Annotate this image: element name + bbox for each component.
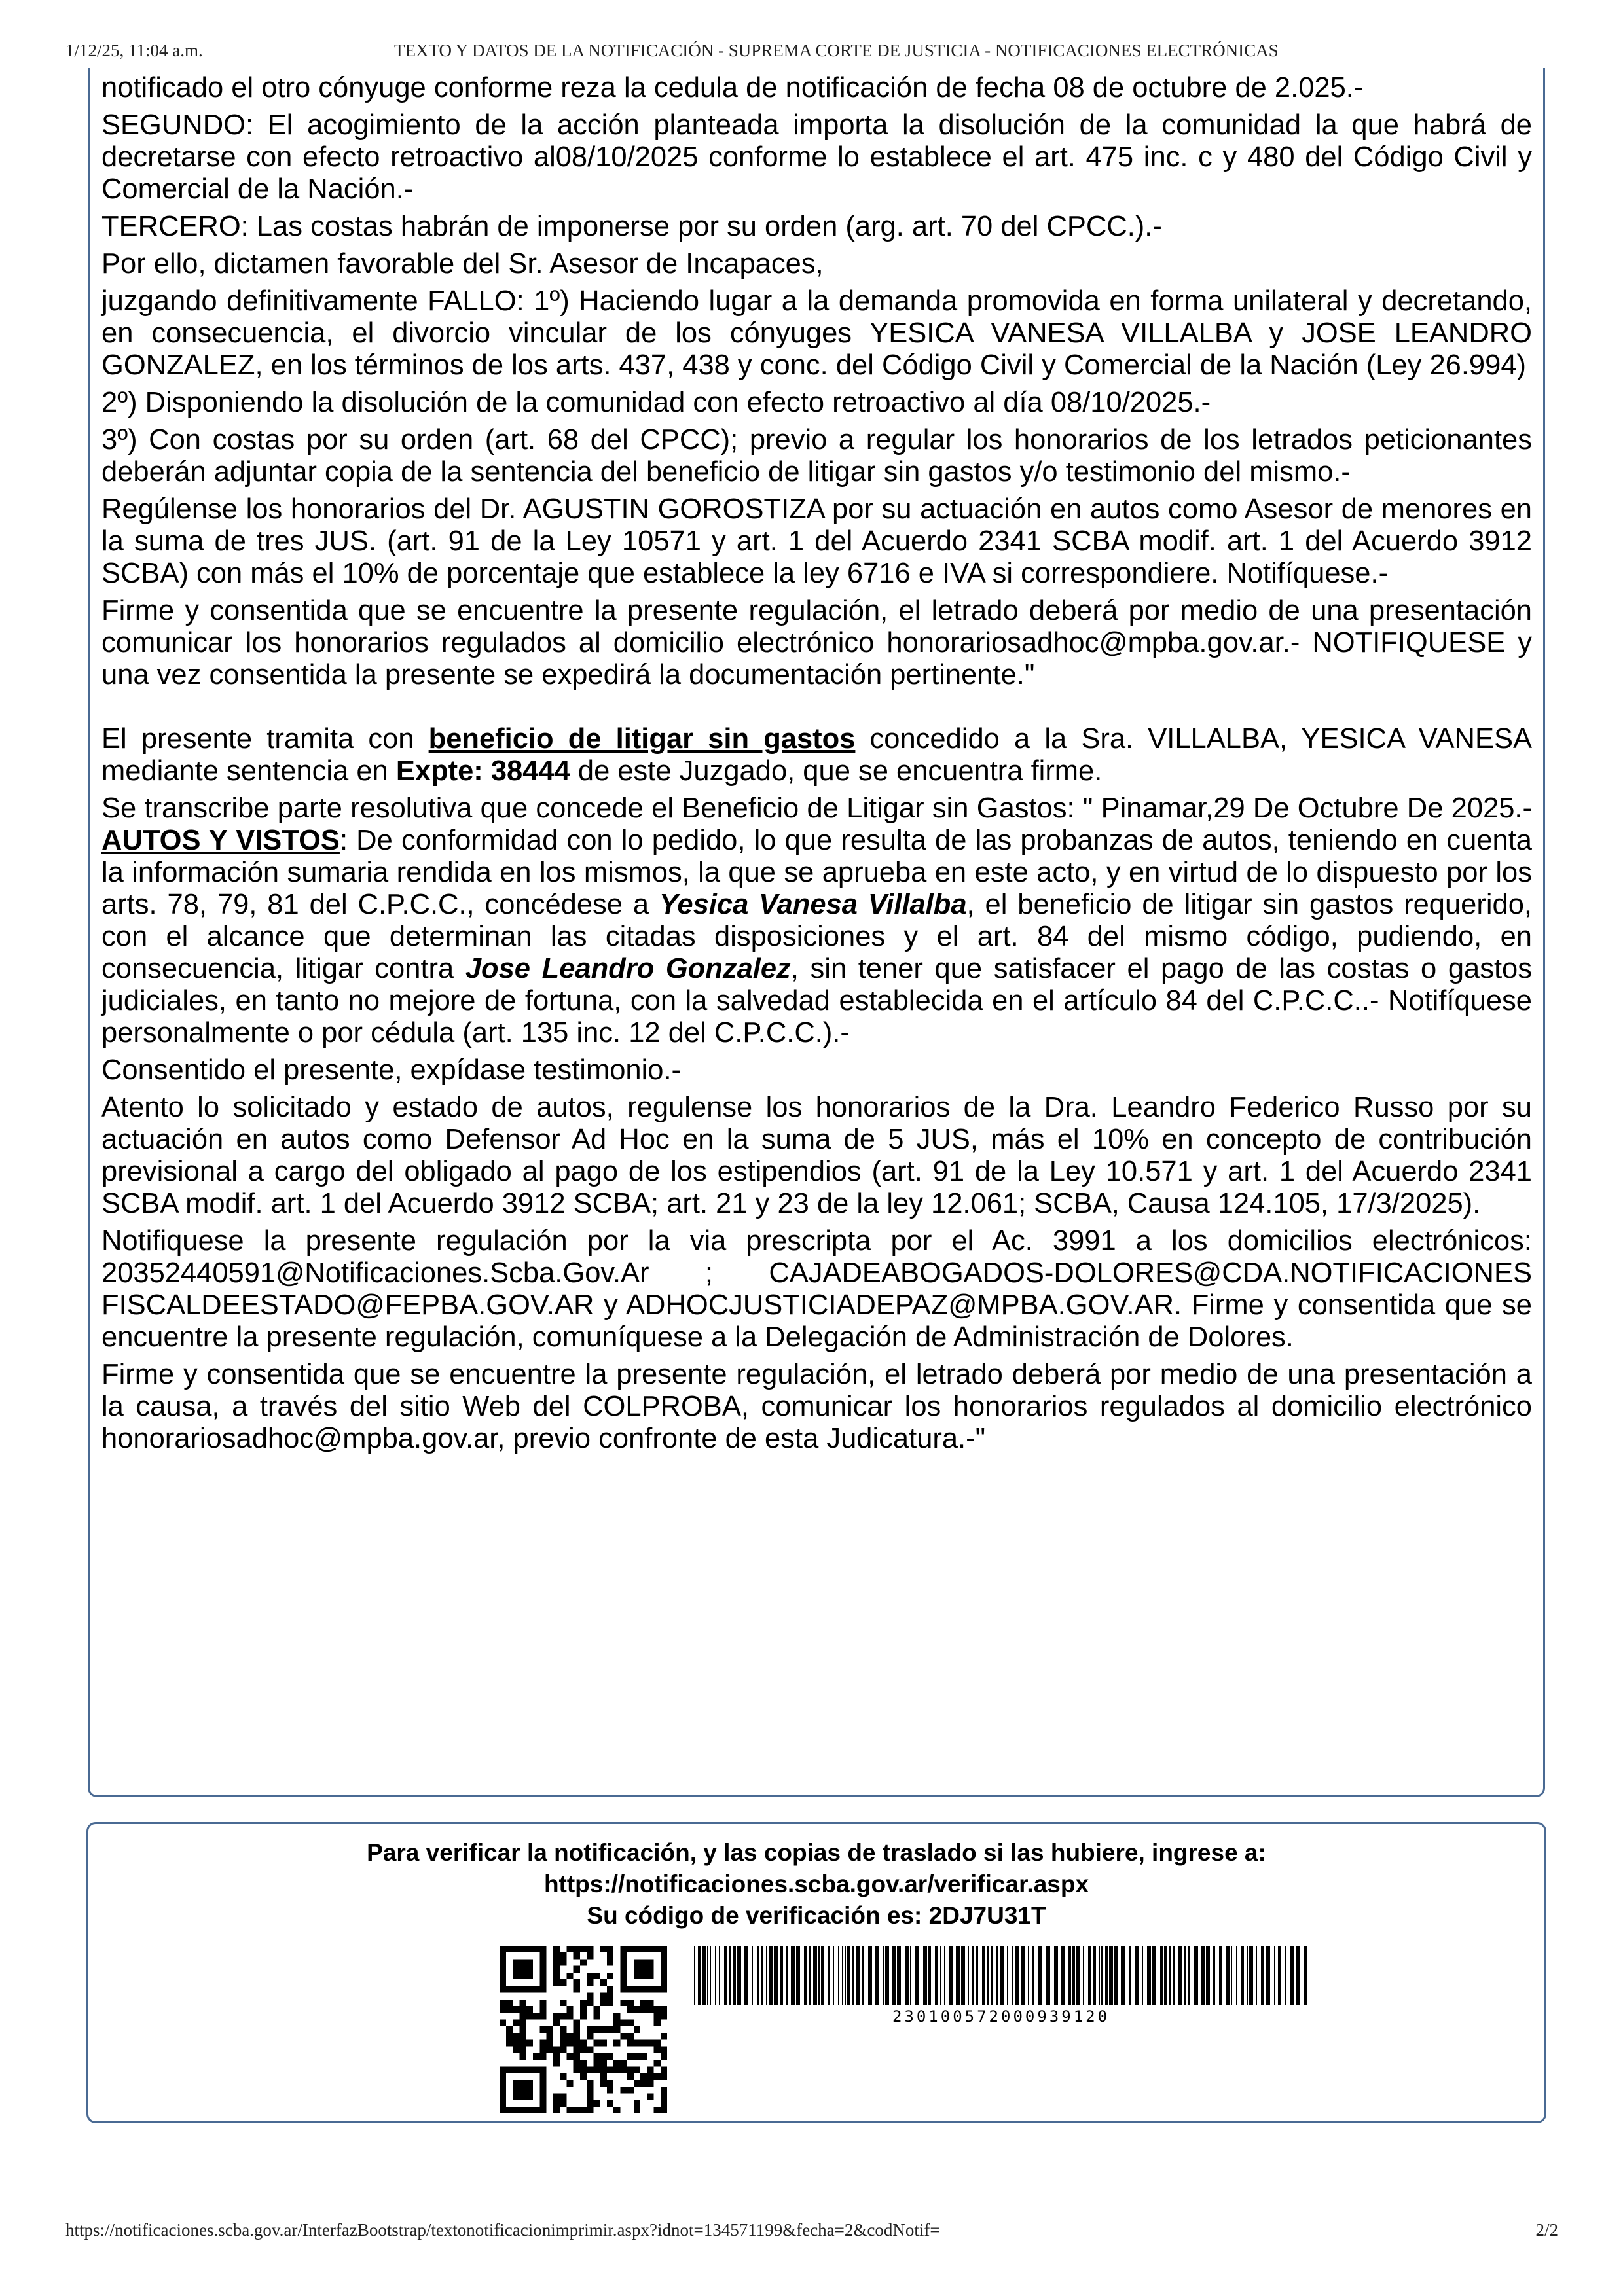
text-run: concedido a la Sra. VILLALBA, YESICA VANESA mediante sentencia en xyxy=(101,723,1532,787)
verification-text xyxy=(88,1837,1544,1931)
paragraph: SEGUNDO: El acogimiento de la acción planteada importa la disolución de la comunidad la que habrá de decretarse con efecto retroactivo al08/10/2025 conforme lo establece el art. 475 inc. c y 480 del Código Civil y Comercial de la Nación.- xyxy=(101,109,1532,205)
notification-text xyxy=(101,72,1532,1460)
paragraph: TERCERO: Las costas habrán de imponerse por su orden (arg. art. 70 del CPCC.).- xyxy=(101,211,1162,242)
page-number: 2/2 xyxy=(1535,2220,1558,2240)
paragraph: 2º) Disponiendo la disolución de la comunidad con efecto retroactivo al día 08/10/2025.- xyxy=(101,387,1211,418)
paragraph: Consentido el presente, expídase testimonio.- xyxy=(101,1054,682,1086)
print-header xyxy=(65,41,1558,67)
paragraph: Notifiquese la presente regulación por la via prescripta por el Ac. 3991 a los domicilios electrónicos: 20352440591@Notificaciones.Scba.Gov.Ar ; CAJADEABOGADOS-DOLORES@CDA.NOTIFICACIONES FISCALDEESTADO@FEPBA.GOV.AR y ADHOCJUSTICIADEPAZ@MPBA.GOV.AR. Firme y consentida que se encuentre la presente regulación, comuníquese a la Delegación de Administración de Dolores. xyxy=(101,1225,1532,1353)
notification-text-box xyxy=(88,68,1545,1797)
paragraph: Firme y consentida que se encuentre la presente regulación, el letrado deberá por medio de una presentación comunicar los honorarios regulados al domicilio electrónico honorariosadhoc@mpba.gov.ar.- NOTIFIQUESE y una vez consentida la presente se expedirá la documentación pertinente." xyxy=(101,595,1532,691)
barcode-icon xyxy=(694,1946,1308,2005)
verification-instructions: Para verificar la notificación, y las copias de traslado si las hubiere, ingrese a: xyxy=(367,1839,1266,1866)
paragraph: Atento lo solicitado y estado de autos, regulense los honorarios de la Dra. Leandro Federico Russo por su actuación en autos como Defensor Ad Hoc en la suma de 5 JUS, más el 10% en concepto de contribución previsional a cargo del obligado al pago de los estipendios (art. 91 de la Ley 10.571 y art. 1 del Acuerdo 2341 SCBA modif. art. 1 del Acuerdo 3912 SCBA; art. 21 y 23 de la ley 12.061; SCBA, Causa 124.105, 17/3/2025). xyxy=(101,1092,1532,1219)
print-title: TEXTO Y DATOS DE LA NOTIFICACIÓN - SUPREMA CORTE DE JUSTICIA - NOTIFICACIONES ELECTRÓNICAS xyxy=(394,41,1279,60)
qr-code-icon xyxy=(500,1946,667,2113)
expediente-number: Expte: 38444 xyxy=(395,755,570,787)
text-run: de este Juzgado, que se encuentra firme. xyxy=(570,755,1103,787)
verification-url[interactable]: https://notificaciones.scba.gov.ar/verificar.aspx xyxy=(543,1871,1089,1897)
text-run: : De conformidad con lo pedido, lo que resulta de las probanzas de autos, teniendo en cuenta la información sumaria rendida en los mismos, la que se aprueba en este acto, y en virtud de lo dispuesto por los arts. 78, 79, 81 del C.P.C.C., concédese a xyxy=(101,825,1532,920)
text-run: El presente tramita con xyxy=(101,723,429,755)
print-timestamp: 1/12/25, 11:04 a.m. xyxy=(65,41,203,60)
paragraph: Firme y consentida que se encuentre la presente regulación, el letrado deberá por medio de una presentación a la causa, a través del sitio Web del COLPROBA, comunicar los honorarios regulados al domicilio electrónico honorariosadhoc@mpba.gov.ar, previo confronte de esta Judicatura.-" xyxy=(101,1359,1532,1454)
paragraph: juzgando definitivamente FALLO: 1º) Haciendo lugar a la demanda promovida en forma unilateral y decretando, en consecuencia, el divorcio vincular de los cónyuges YESICA VANESA VILLALBA y JOSE LEANDRO GONZALEZ, en los términos de los arts. 437, 438 y conc. del Código Civil y Comercial de la Nación (Ley 26.994) xyxy=(101,285,1532,381)
text-run: , el beneficio de litigar sin gastos requerido, con el alcance que determinan las citadas disposiciones y el art. 84 del mismo código, pudiendo, en consecuencia, litigar contra xyxy=(101,889,1533,984)
paragraph: Regúlense los honorarios del Dr. AGUSTIN GOROSTIZA por su actuación en autos como Asesor de menores en la suma de tres JUS. (art. 91 de la Ley 10571 y art. 1 del Acuerdo 2341 SCBA modif. art. 1 del Acuerdo 3912 SCBA) con más el 10% de porcentaje que establece la ley 6716 e IVA si correspondiere. Notifíquese.- xyxy=(101,493,1532,589)
paragraph: Por ello, dictamen favorable del Sr. Asesor de Incapaces, xyxy=(101,248,824,279)
beneficio-emphasis: beneficio de litigar sin gastos xyxy=(428,723,856,755)
party-name: Yesica Vanesa Villalba xyxy=(659,889,967,920)
verification-box xyxy=(86,1822,1546,2123)
verification-code: Su código de verificación es: 2DJ7U31T xyxy=(587,1902,1046,1929)
paragraph: notificado el otro cónyuge conforme reza la cedula de notificación de fecha 08 de octubre de 2.025.- xyxy=(101,72,1364,103)
paragraph: 3º) Con costas por su orden (art. 68 del CPCC); previo a regular los honorarios de los letrados peticionantes deberán adjuntar copia de la sentencia del beneficio de litigar sin gastos y/o testimonio del mismo.- xyxy=(101,424,1532,488)
autos-y-vistos: AUTOS Y VISTOS xyxy=(101,825,340,856)
text-run: Se transcribe parte resolutiva que concede el Beneficio de Litigar sin Gastos: " Pinamar,29 De Octubre De 2025.- xyxy=(101,793,1532,824)
barcode-number: 230100572000939120 xyxy=(892,2007,1110,2026)
print-footer xyxy=(65,2220,1558,2246)
text-run: , sin tener que satisfacer el pago de las costas o gastos judiciales, en tanto no mejore de fortuna, con la salvedad establecida en el artículo 84 del C.P.C.C..- Notifíquese personalmente o por cédula (art. 135 inc. 12 del C.P.C.C.).- xyxy=(101,953,1532,1049)
paragraph-beneficio xyxy=(101,723,1532,787)
print-url: https://notificaciones.scba.gov.ar/InterfazBootstrap/textonotificacionimprimir.aspx?idnot=134571199&fecha=2&codNotif= xyxy=(65,2220,940,2240)
paragraph-resolutiva xyxy=(101,793,1532,1049)
party-name: Jose Leandro Gonzalez xyxy=(465,953,791,984)
